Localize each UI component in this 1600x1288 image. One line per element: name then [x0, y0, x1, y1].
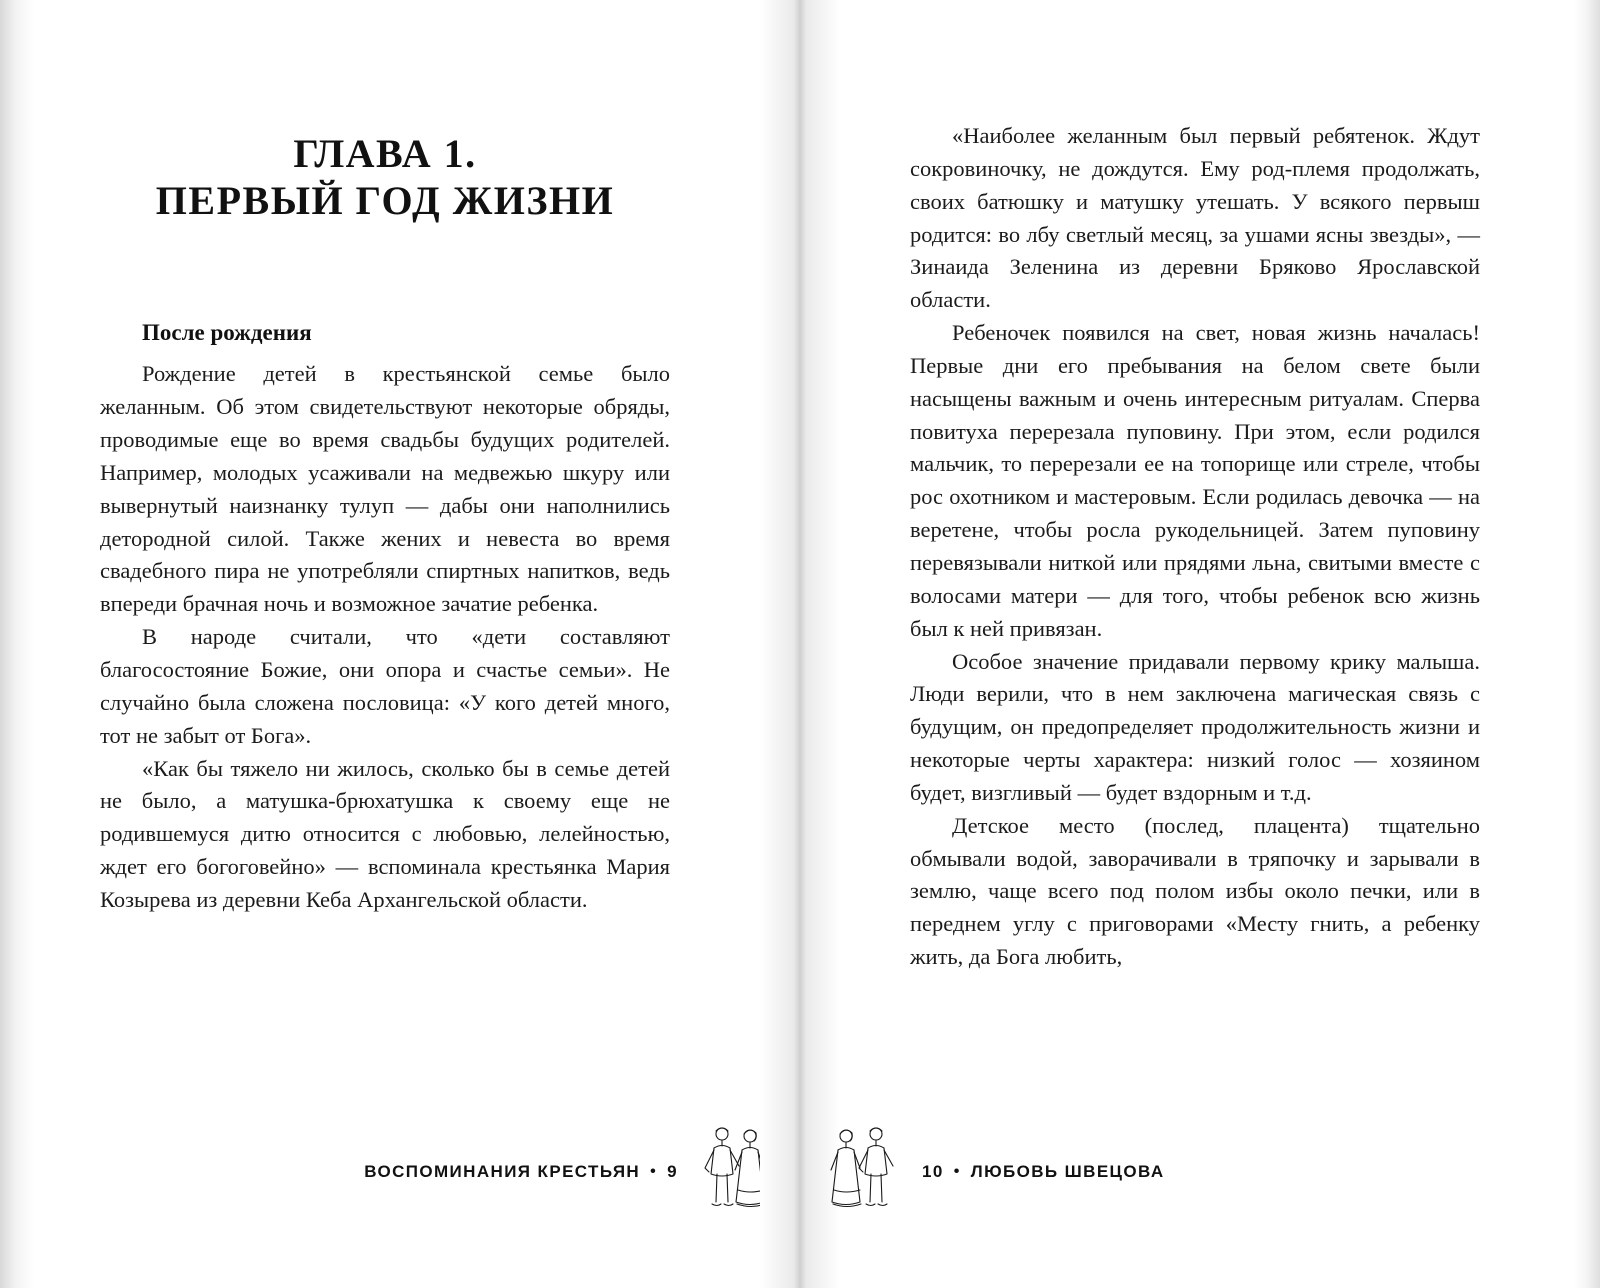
footer-separator: •	[953, 1163, 961, 1180]
footer-right	[800, 1152, 1600, 1192]
chapter-title-line1: ГЛАВА 1.	[293, 131, 477, 176]
footer-left	[0, 1152, 800, 1192]
footer-separator: •	[650, 1163, 658, 1180]
page-number: 10	[922, 1162, 944, 1181]
chapter-title	[100, 130, 670, 224]
running-head: ЛЮБОВЬ ШВЕЦОВА	[970, 1162, 1165, 1181]
chapter-title-line2: ПЕРВЫЙ ГОД ЖИЗНИ	[155, 178, 615, 224]
page-number: 9	[667, 1162, 678, 1181]
peasant-couple-vignette-icon	[692, 1116, 782, 1224]
paragraph: Ребеночек появился на свет, новая жизнь началась! Первые дни его пребывания на белом свете были насыщены важным и очень интересным ритуалам. Сперва повитуха перерезала пуповину. При этом, если родился мальчик, то перерезали ее на топорище или стреле, чтобы рос охотником и мастеровым. Если родилась девочка — на веретене, чтобы росла рукодельницей. Затем пуповину перевязывали ниткой или прядями льна, свитыми вместе с волосами матери — для того, чтобы ребенок всю жизнь был к ней привязан.	[910, 320, 1480, 641]
peasant-couple-vignette-icon	[818, 1116, 908, 1224]
paragraph: Особое значение придавали первому крику малыша. Люди верили, что в нем заключена магическая связь с будущим, он предопределяет продолжительность жизни и некоторые черты характера: низкий голос — хозяином будет, визгливый — будет вздорным и т.д.	[910, 648, 1480, 805]
paragraph: Рождение детей в крестьянской семье было желанным. Об этом свидетельствуют некоторые обряды, проводимые еще во время свадьбы будущих родителей. Например, молодых усаживали на медвежью шкуру или вывернутый наизнанку тулуп — дабы они наполнились детородной силой. Также жених и невеста во время свадебного пира не употребляли спиртных напитков, ведь впереди брачная ночь и возможное зачатие ребенка.	[100, 361, 670, 617]
section-heading: После рождения	[142, 320, 312, 346]
paragraph: «Наиболее желанным был первый ребятенок. Ждут сокровиночку, не дождутся. Ему род-племя продолжать, своих батюшку и матушку утешать. У всякого первыш родится: во лбу светлый месяц, за ушами ясны звезды», — Зинаида Зеленина из деревни Бряково Ярославской области.	[910, 123, 1480, 313]
paragraph: «Как бы тяжело ни жилось, сколько бы в семье детей не было, а матушка-брюхатушка к своему еще не родившемуся дитю относится с любовью, лелейностью, ждет его богоговейно» — вспоминала крестьянка Мария Козырева из деревни Кеба Архангельской области.	[100, 755, 670, 912]
page-right	[800, 0, 1600, 1288]
paragraph: В народе считали, что «дети составляют благосостояние Божие, они опора и счастье семьи». Не случайно была сложена пословица: «У кого детей много, тот не забыт от Бога».	[100, 624, 670, 748]
running-head: ВОСПОМИНАНИЯ КРЕСТЬЯН	[364, 1162, 641, 1181]
paragraph: Детское место (послед, плацента) тщательно обмывали водой, заворачивали в тряпочку и зарывали в землю, чаще всего под полом избы около печки, или в переднем углу с приговорами «Месту гнить, а ребенку жить, да Бога любить,	[910, 812, 1480, 970]
